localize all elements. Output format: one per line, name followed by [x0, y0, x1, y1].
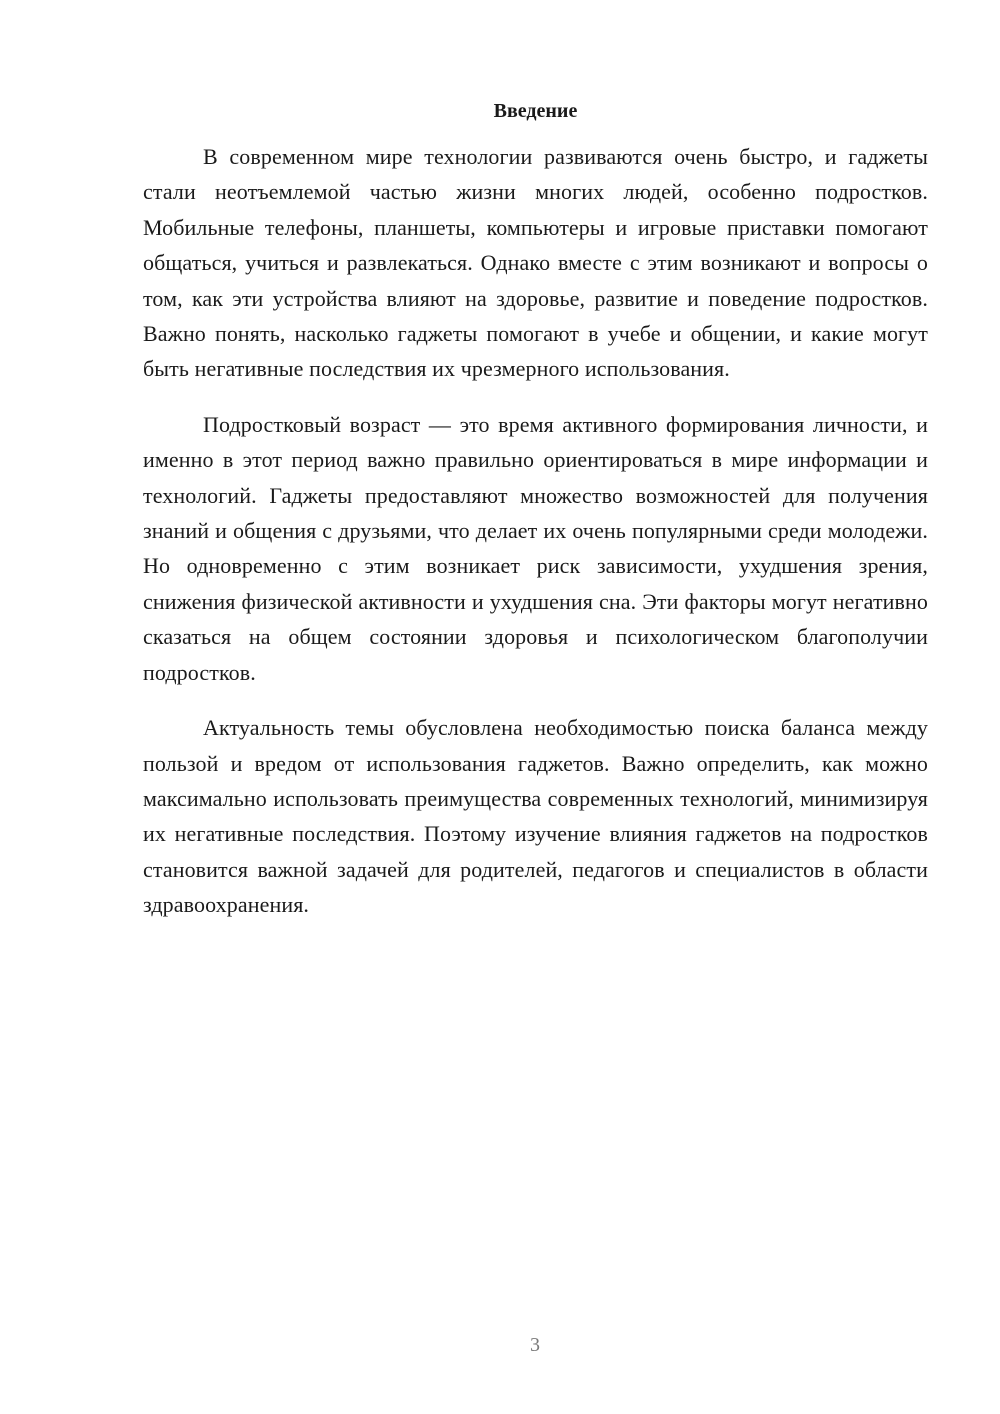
- page-number: 3: [530, 1334, 540, 1356]
- paragraph-3: Актуальность темы обусловлена необходимостью поиска баланса между пользой и вредом от использования гаджетов. Важно определить, как можно максимально использовать преимущества современных технологий, минимизируя их негативные последствия. Поэтому изучение влияния гаджетов на подростков становится важной задачей для родителей, педагогов и специалистов в области здравоохранения.: [143, 715, 928, 918]
- section-heading: Введение: [493, 100, 578, 122]
- paragraph-2: Подростковый возраст — это время активного формирования личности, и именно в этот период важно правильно ориентироваться в мире информации и технологий. Гаджеты предоставляют множество возможностей для получения знаний и общения с друзьями, что делает их очень популярными среди молодежи. Но одновременно с этим возникает риск зависимости, ухудшения зрения, снижения физической активности и ухудшения сна. Эти факторы могут негативно сказаться на общем состоянии здоровья и психологическом благополучии подростков.: [143, 411, 928, 685]
- paragraph-1: В современном мире технологии развиваются очень быстро, и гаджеты стали неотъемлемой частью жизни многих людей, особенно подростков. Мобильные телефоны, планшеты, компьютеры и игровые приставки помогают общаться, учиться и развлекаться. Однако вместе с этим возникают и вопросы о том, как эти устройства влияют на здоровье, развитие и поведение подростков. Важно понять, насколько гаджеты помогают в учебе и общении, и какие могут быть негативные последствия их чрезмерного использования.: [143, 144, 928, 382]
- page-content: [143, 96, 928, 943]
